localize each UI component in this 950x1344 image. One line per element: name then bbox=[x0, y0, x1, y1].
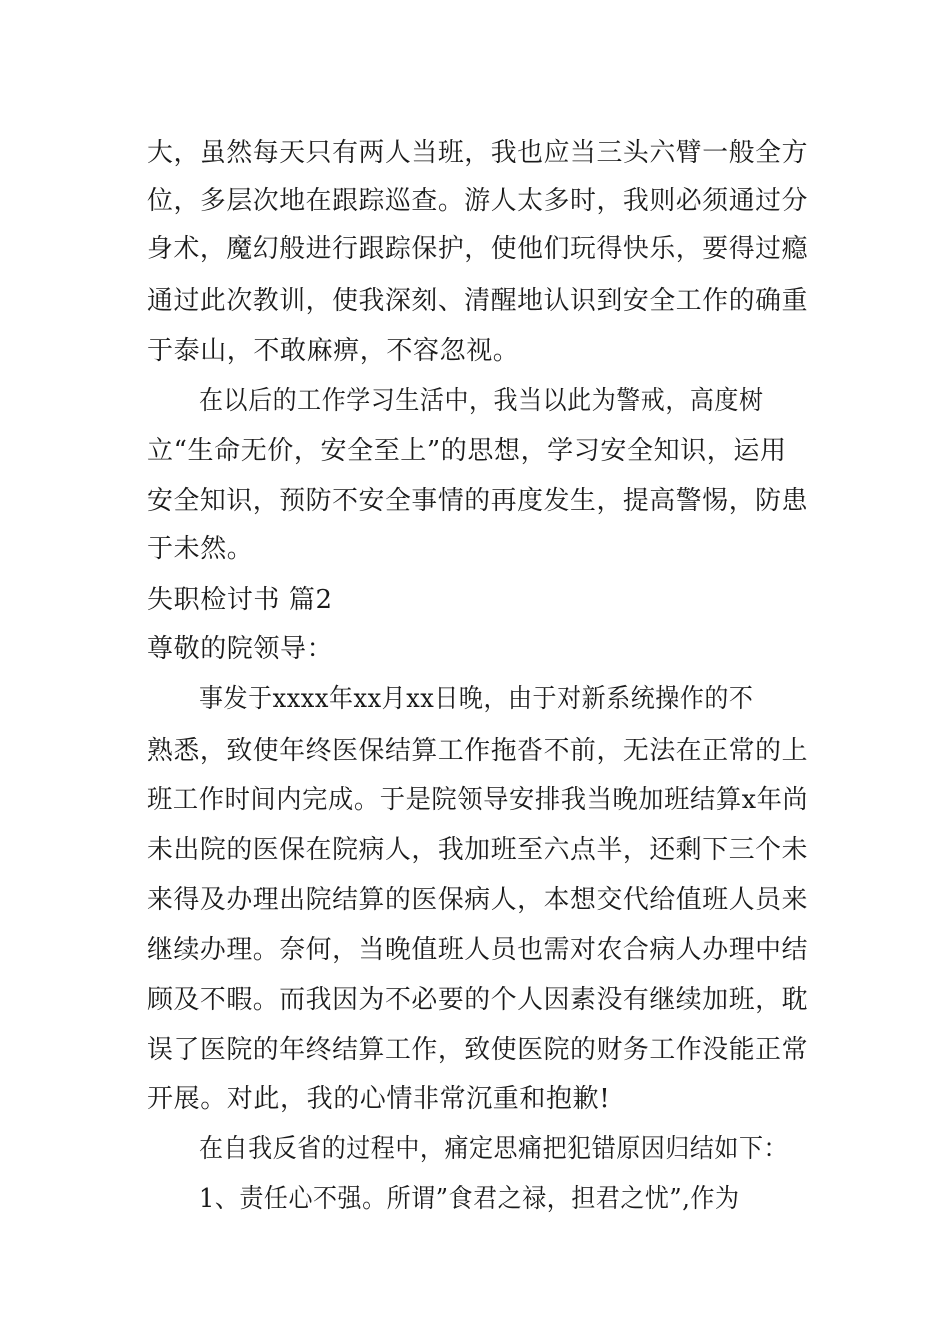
text-line: 开展。对此，我的心情非常沉重和抱歉! bbox=[147, 1084, 611, 1114]
text-line: 继续办理。奈何，当晚值班人员也需对农合病人办理中结 bbox=[147, 935, 809, 965]
text-line: 大，虽然每天只有两人当班，我也应当三头六臂一般全方 bbox=[147, 138, 809, 168]
text-line: 立“生命无价，安全至上”的思想，学习安全知识，运用 bbox=[147, 436, 787, 466]
list-item-first-line: 1、责任心不强。所谓”食君之禄，担君之忧”,作为 bbox=[199, 1184, 740, 1214]
paragraph-first-line: 事发于xxxx年xx月xx日晚，由于对新系统操作的不 bbox=[199, 684, 754, 714]
salutation: 尊敬的院领导： bbox=[147, 634, 334, 664]
text-line: 误了医院的年终结算工作，致使医院的财务工作没能正常 bbox=[147, 1035, 809, 1065]
text-line: 来得及办理出院结算的医保病人，本想交代给值班人员来 bbox=[147, 885, 809, 915]
text-line: 安全知识，预防不安全事情的再度发生，提高警惕，防患 bbox=[147, 486, 809, 516]
text-line: 位，多层次地在跟踪巡查。游人太多时，我则必须通过分 bbox=[147, 186, 809, 216]
text-line: 身术，魔幻般进行跟踪保护，使他们玩得快乐，要得过瘾 bbox=[147, 234, 809, 264]
section-heading: 失职检讨书 篇2 bbox=[147, 585, 333, 615]
paragraph-first-line: 在自我反省的过程中，痛定思痛把犯错原因归结如下： bbox=[199, 1134, 789, 1164]
text-line: 熟悉，致使年终医保结算工作拖沓不前，无法在正常的上 bbox=[147, 736, 809, 766]
text-line: 于泰山，不敢麻痹，不容忽视。 bbox=[147, 336, 520, 366]
text-line: 于未然。 bbox=[147, 534, 254, 564]
text-line: 通过此次教训，使我深刻、清醒地认识到安全工作的确重 bbox=[147, 286, 809, 316]
paragraph-first-line: 在以后的工作学习生活中，我当以此为警戒，高度树 bbox=[199, 386, 764, 416]
text-line: 顾及不暇。而我因为不必要的个人因素没有继续加班，耽 bbox=[147, 985, 809, 1015]
text-line: 未出院的医保在院病人，我加班至六点半，还剩下三个未 bbox=[147, 835, 809, 865]
text-line: 班工作时间内完成。于是院领导安排我当晚加班结算x年尚 bbox=[147, 785, 809, 815]
